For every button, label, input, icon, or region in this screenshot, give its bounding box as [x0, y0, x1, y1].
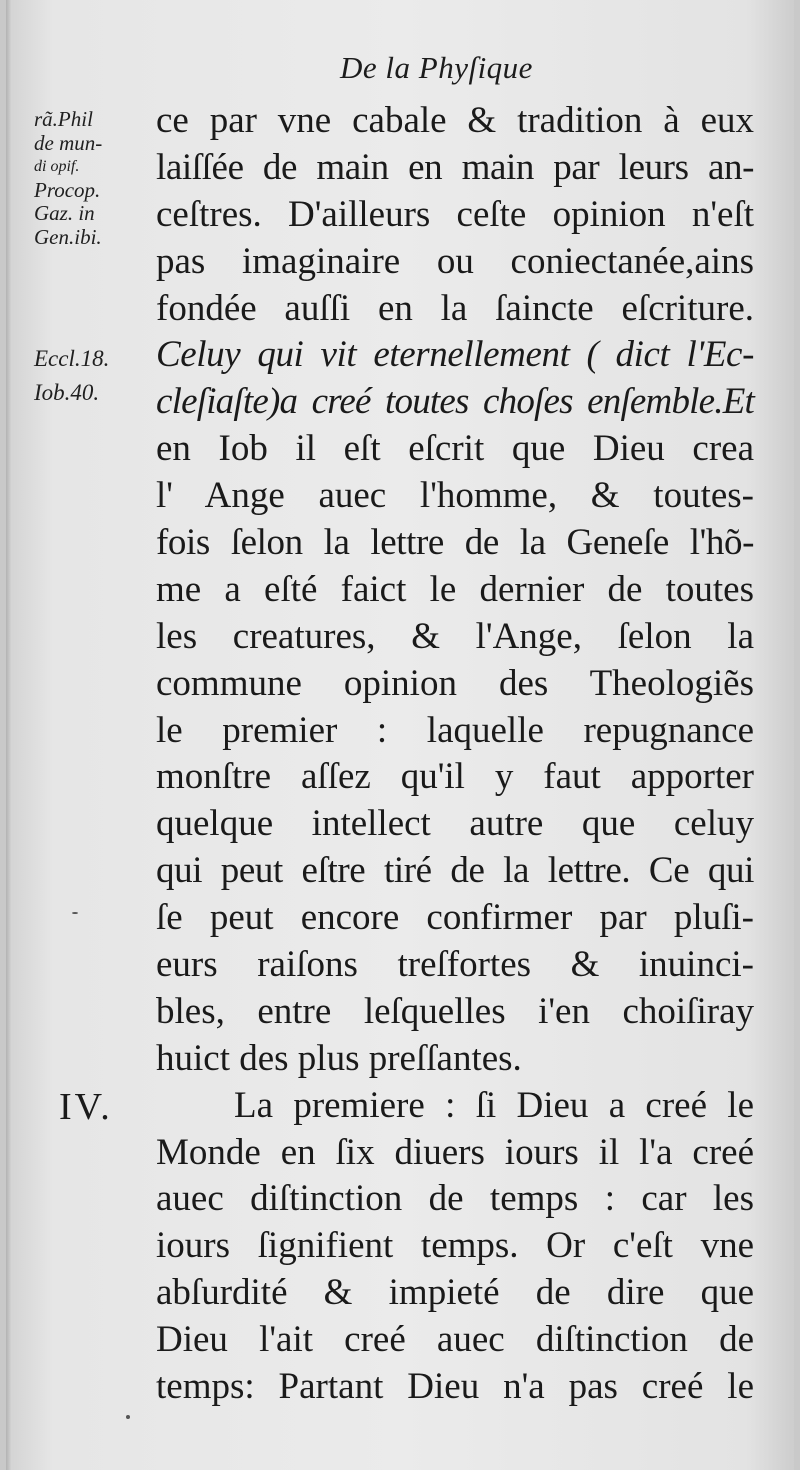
text-line: commune opinion des Theologiẽs	[156, 662, 754, 704]
body-text	[156, 98, 754, 1411]
text-line: bles, entre leſquelles i'en choiſiray	[156, 990, 754, 1032]
text-line: monſtre aſſez qu'il y faut apporter	[156, 756, 754, 798]
text-line: ce par vne cabale & tradition à eux	[156, 100, 754, 141]
text-line: auec diſtinction de temps : car les	[156, 1178, 754, 1220]
text-line: Dieu l'ait creé auec diſtinction de	[156, 1319, 754, 1361]
margin-note: Eccl.18.	[34, 345, 110, 371]
section-number: IV.	[59, 1086, 113, 1128]
margin-note: Iob.40.	[34, 379, 100, 405]
text-line: fondée auſſi en la ſaincte eſcriture.	[156, 287, 754, 329]
text-line: les creatures, & l'Ange, ſelon la	[156, 615, 754, 657]
text-line: abſurdité & impieté de dire que	[156, 1272, 754, 1314]
margin-note: rã.Phil	[34, 107, 93, 131]
text-line: ſe peut encore confirmer par pluſi-	[156, 897, 754, 939]
paper-speck	[126, 1415, 130, 1419]
margin-note: Procop.	[34, 177, 101, 202]
margin-note: Gaz. in	[34, 201, 95, 226]
text-line: cleſiaſte)a creé toutes choſes enſemble.Et	[156, 381, 754, 423]
text-line: laiſſée de main en main par leurs an-	[156, 146, 754, 188]
text-line: eurs raiſons treſfortes & inuinci-	[156, 944, 754, 986]
text-line: fois ſelon la lettre de la Geneſe l'hõ-	[156, 522, 754, 564]
text-line: ceſtres. D'ailleurs ceſte opinion n'eſt	[156, 193, 754, 235]
text-line: qui peut eſtre tiré de la lettre. Ce qui	[156, 850, 754, 892]
text-line: Monde en ſix diuers iours il l'a creé	[156, 1131, 754, 1173]
book-page	[6, 0, 794, 1470]
text-line: le premier : laquelle repugnance	[156, 709, 754, 751]
text-line: me a eſté faict le dernier de toutes	[156, 568, 754, 610]
margin-note: di opif.	[34, 158, 80, 176]
text-line: quelque intellect autre que celuy	[156, 803, 754, 845]
page-gutter-edge	[6, 0, 12, 1470]
text-line: temps: Partant Dieu n'a pas creé le	[156, 1366, 754, 1408]
text-line: La premiere : ſi Dieu a creé le	[234, 1084, 754, 1126]
text-line: iours ſignifient temps. Or c'eſt vne	[156, 1225, 754, 1267]
text-line: l' Ange auec l'homme, & toutes-	[156, 475, 754, 517]
text-line: huict des plus preſſantes.	[156, 1037, 522, 1079]
margin-note: Gen.ibi.	[34, 224, 102, 249]
text-line: pas imaginaire ou coniectanée,ains	[156, 240, 754, 282]
paper-speck	[72, 912, 78, 914]
margin-notes	[34, 108, 158, 410]
margin-note: de mun-	[34, 130, 103, 155]
running-head: De la Phyſique	[340, 50, 533, 85]
text-line: en Iob il eſt eſcrit que Dieu crea	[156, 428, 754, 470]
text-line: Celuy qui vit eternellement ( dict l'Ec-	[156, 334, 754, 376]
